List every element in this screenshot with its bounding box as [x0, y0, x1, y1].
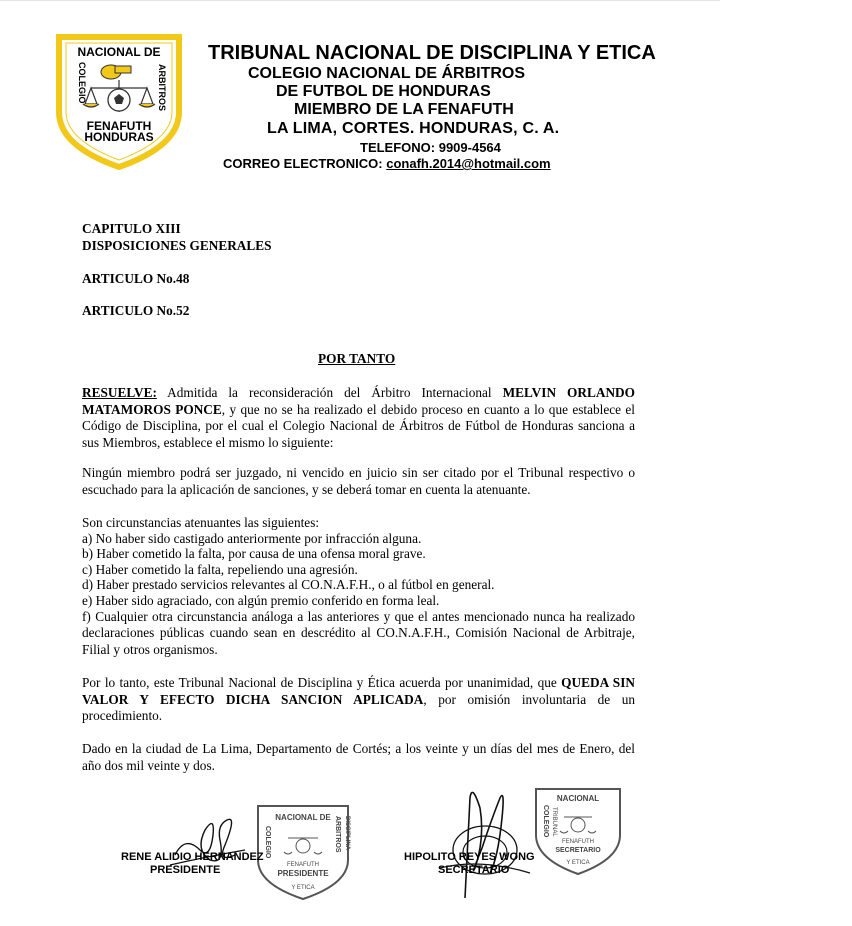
referee-name: MELVIN ORLANDO MATAMOROS PONCE — [82, 385, 635, 417]
article-48: ARTICULO No.48 — [82, 271, 190, 286]
conclusion-text-1: Por lo tanto, este Tribunal Nacional de Disciplina y Ética acuerda por unanimidad, que — [82, 675, 562, 690]
list-item: b) Haber cometido la falta, por causa de una ofensa moral grave. — [82, 546, 426, 562]
stamp1-role: PRESIDENTE — [277, 869, 329, 878]
president-name: RENE ALIDIO HERNANDEZ — [121, 851, 264, 863]
conclusion-paragraph — [82, 675, 635, 725]
logo-text-left: COLEGIO — [77, 62, 87, 104]
stamp2-top: NACIONAL — [556, 794, 600, 803]
stamp2-left: COLEGIO — [542, 805, 549, 838]
header-phone: TELEFONO: 9909-4564 — [360, 140, 501, 155]
stamp1-left: COLEGIO — [264, 826, 271, 859]
stamp1-right: ARBITROS — [334, 816, 341, 853]
stamp1-top: NACIONAL DE — [275, 813, 331, 822]
ningun-miembro-paragraph: Ningún miembro podrá ser juzgado, ni vencido en juicio sin ser citado por el Tribunal respectivo o escuchado para la aplicación de sanciones, y se deberá tomar en cuenta la atenuante. — [82, 465, 635, 497]
atenuantes-list — [82, 515, 635, 658]
conclusion-text-2: , por omisión involuntaria de un procedimiento. — [82, 691, 635, 723]
resuelve-text-1: Admitida la reconsideración del Árbitro Internacional — [156, 385, 503, 400]
list-item: a) No haber sido castigado anteriormente por infracción alguna. — [82, 530, 422, 546]
header-title: TRIBUNAL NACIONAL DE DISCIPLINA Y ETICA — [208, 42, 656, 64]
stamp2-emblem-icon — [560, 817, 596, 833]
header-line-address: LA LIMA, CORTES. HONDURAS, C. A. — [267, 120, 560, 137]
tribunal-stamp-secretary — [532, 785, 624, 877]
chapter-title: DISPOSICIONES GENERALES — [82, 238, 272, 253]
conclusion-bold: QUEDA SIN VALOR Y EFECTO DICHA SANCION APLICADA — [82, 675, 635, 707]
email-link[interactable]: conafh.2014@hotmail.com — [386, 156, 551, 171]
stamp1-etica: Y ETICA — [291, 885, 315, 891]
resuelve-text-2: , y que no se ha realizado el debido proceso en cuanto a lo que establece el Código de Disciplina, por el cual el Colegio Nacional de Árbitros de Fútbol de Honduras sanciona a sus Miembros, establece el mismo lo siguiente: — [82, 401, 635, 450]
secretary-signature — [430, 778, 540, 908]
list-item: f) Cualquier otra circunstancia análoga a las anteriores y que el antes mencionado nunca ha realizado declaraciones públicas cuando sean en descrédito al CO.N.A.F.H., Comisión Nacional de Arbitraje, Filial y otros organismos. — [82, 608, 635, 657]
secretary-role: SECRETARIO — [438, 864, 510, 876]
stamp2-etica: Y ETICA — [566, 860, 590, 866]
stamp2-trib: TRIBUNAL — [551, 807, 557, 837]
stamp2-role: SECRETARIO — [555, 847, 601, 854]
email-label: CORREO ELECTRONICO: — [223, 156, 387, 171]
stamp1-fen: FENAFUTH — [287, 862, 319, 868]
secretary-name: HIPOLITO REYES WONG — [404, 851, 535, 863]
list-item: e) Haber sido agraciado, con algún premio conferido en forma leal. — [82, 592, 440, 608]
article-52: ARTICULO No.52 — [82, 303, 190, 318]
page-top-border — [0, 0, 720, 1]
dado-paragraph: Dado en la ciudad de La Lima, Departamento de Cortés; a los veinte y un días del mes de Enero, del año dos mil veinte y dos. — [82, 741, 635, 773]
resuelve-label: RESUELVE: — [82, 385, 157, 400]
stamp1-emblem-icon — [284, 838, 322, 854]
resuelve-paragraph — [82, 385, 635, 451]
header-email-line — [223, 156, 551, 171]
list-item: c) Haber cometido la falta, repeliendo una agresión. — [82, 561, 358, 577]
logo-text-right: ARBITROS — [157, 64, 167, 111]
tribunal-stamp-president — [252, 802, 354, 902]
header-line-colegio: COLEGIO NACIONAL DE ÁRBITROS — [248, 65, 526, 82]
logo-text-top: NACIONAL DE — [77, 45, 161, 59]
conafh-logo — [55, 34, 183, 170]
logo-text-bottom1: FENAFUTH — [86, 119, 152, 133]
stamp2-fen: FENAFUTH — [562, 839, 594, 845]
stamp1-disc: DISCIPLINA — [344, 816, 350, 851]
list-intro: Son circunstancias atenuantes las siguientes: — [82, 515, 320, 530]
logo-text-bottom2: HONDURAS — [84, 130, 154, 144]
president-role: PRESIDENTE — [150, 864, 221, 876]
chapter-heading: CAPITULO XIII — [82, 221, 181, 236]
soccer-ball-icon — [108, 89, 130, 111]
list-item: d) Haber prestado servicios relevantes al CO.N.A.F.H., o al fútbol en general. — [82, 577, 495, 593]
por-tanto-heading: POR TANTO — [318, 351, 396, 366]
header-line-fenafuth: MIEMBRO DE LA FENAFUTH — [294, 101, 514, 118]
header-line-futbol: DE FUTBOL DE HONDURAS — [276, 83, 491, 100]
